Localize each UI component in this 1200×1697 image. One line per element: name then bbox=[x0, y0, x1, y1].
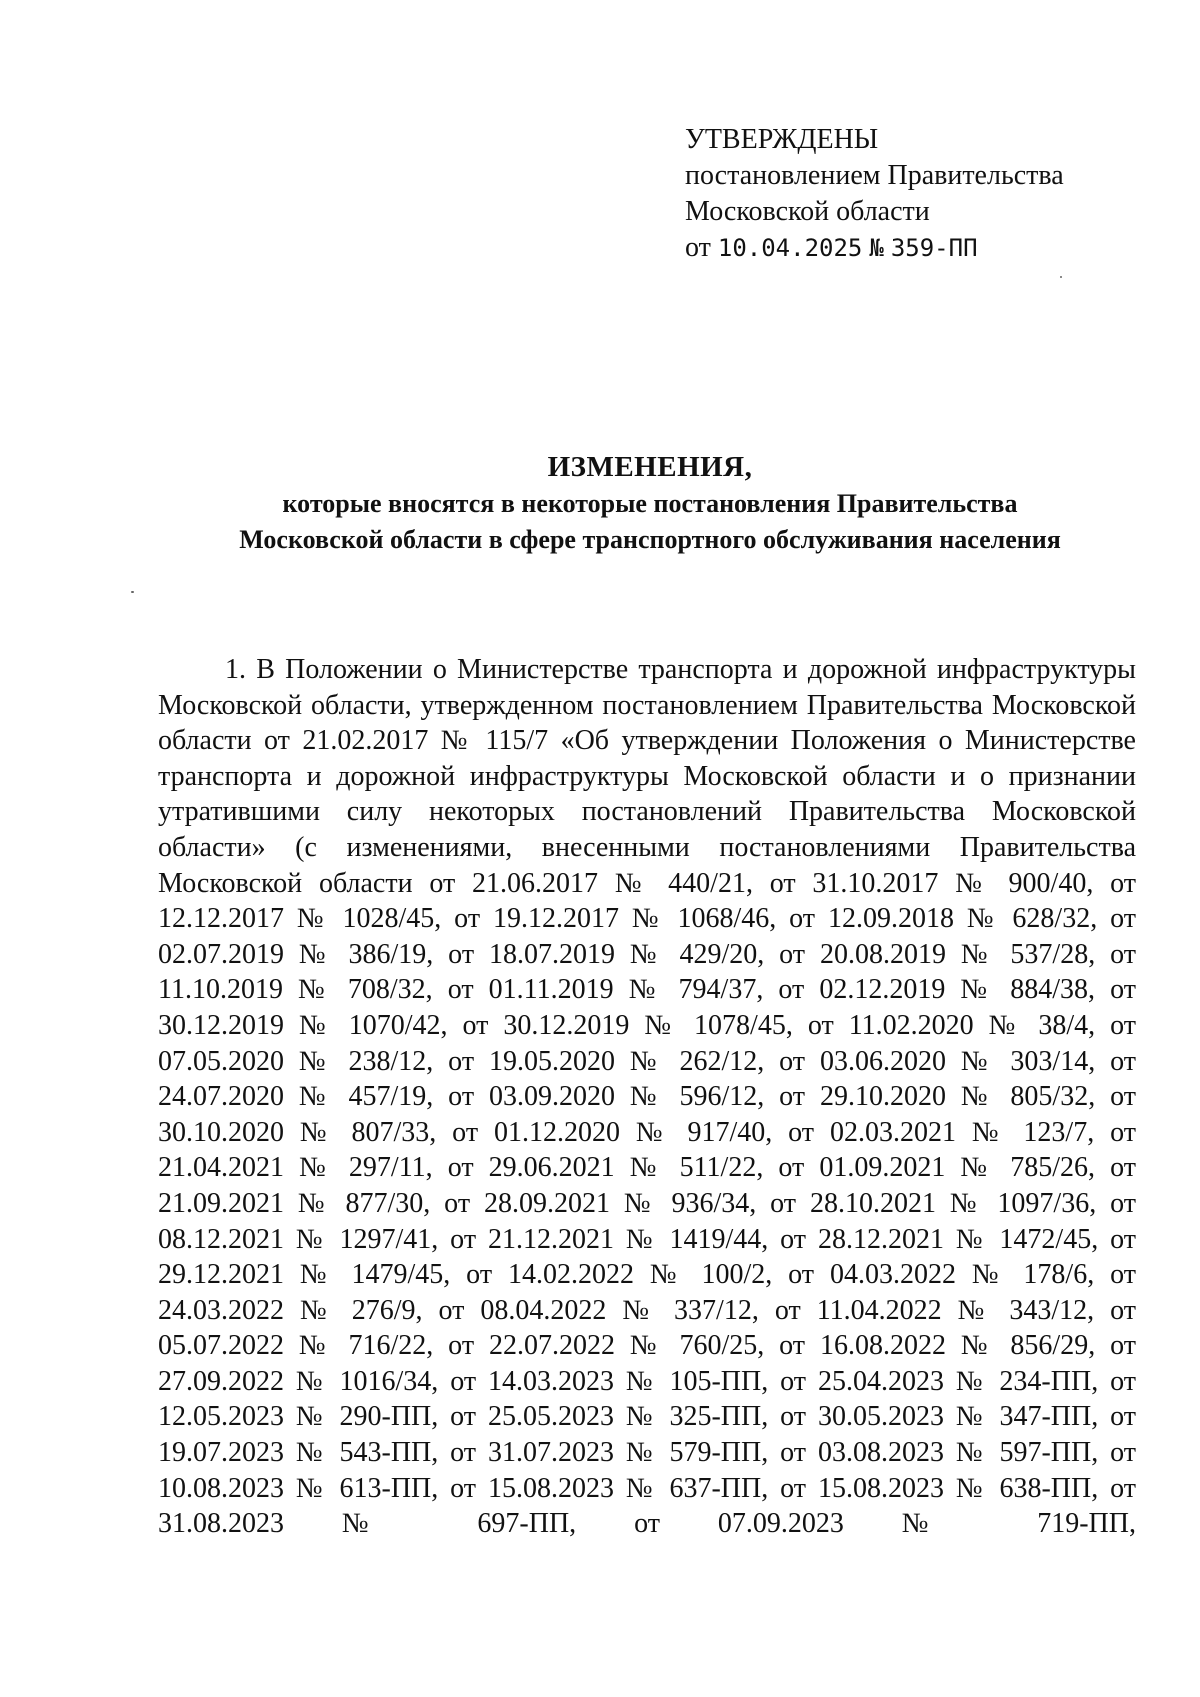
approval-line-region: Московской области bbox=[685, 196, 930, 227]
approval-line-resolution: постановлением Правительства bbox=[685, 160, 1064, 191]
document-subtitle-line-1: которые вносятся в некоторые постановления Правительства bbox=[282, 489, 1018, 518]
scan-speck bbox=[1060, 276, 1062, 278]
document-heading bbox=[150, 448, 1150, 558]
scan-speck bbox=[131, 591, 134, 593]
approval-number-sign: № bbox=[869, 234, 884, 262]
approval-date-prefix: от bbox=[685, 232, 711, 263]
document-body bbox=[158, 652, 1136, 1542]
document-title: ИЗМЕНЕНИЯ, bbox=[547, 451, 753, 483]
document-subtitle-line-2: Московской области в сфере транспортного обслуживания населения bbox=[239, 525, 1061, 554]
approval-block bbox=[685, 122, 1145, 266]
approval-number: 359-ПП bbox=[890, 234, 978, 262]
approval-date: 10.04.2025 bbox=[717, 234, 863, 262]
approval-date-line bbox=[685, 230, 1145, 266]
paragraph-1: 1. В Положении о Министерстве транспорта и дорожной инфраструктуры Московской области, утвержденном постановлением Правительства Московской области от 21.02.2017 № 115/7 «Об утверждении Положения о Министерстве транспорта и дорожной инфраструктуры Московской области и о признании утратившими силу некоторых постановлений Правительства Московской области» (с изменениями, внесенными постановлениями Правительства Московской области от 21.06.2017 № 440/21, от 31.10.2017 № 900/40, от 12.12.2017 № 1028/45, от 19.12.2017 № 1068/46, от 12.09.2018 № 628/32, от 02.07.2019 № 386/19, от 18.07.2019 № 429/20, от 20.08.2019 № 537/28, от 11.10.2019 № 708/32, от 01.11.2019 № 794/37, от 02.12.2019 № 884/38, от 30.12.2019 № 1070/42, от 30.12.2019 № 1078/45, от 11.02.2020 № 38/4, от 07.05.2020 № 238/12, от 19.05.2020 № 262/12, от 03.06.2020 № 303/14, от 24.07.2020 № 457/19, от 03.09.2020 № 596/12, от 29.10.2020 № 805/32, от 30.10.2020 № 807/33, от 01.12.2020 № 917/40, от 02.03.2021 № 123/7, от 21.04.2021 № 297/11, от 29.06.2021 № 511/22, от 01.09.2021 № 785/26, от 21.09.2021 № 877/30, от 28.09.2021 № 936/34, от 28.10.2021 № 1097/36, от 08.12.2021 № 1297/41, от 21.12.2021 № 1419/44, от 28.12.2021 № 1472/45, от 29.12.2021 № 1479/45, от 14.02.2022 № 100/2, от 04.03.2022 № 178/6, от 24.03.2022 № 276/9, от 08.04.2022 № 337/12, от 11.04.2022 № 343/12, от 05.07.2022 № 716/22, от 22.07.2022 № 760/25, от 16.08.2022 № 856/29, от 27.09.2022 № 1016/34, от 14.03.2023 № 105-ПП, от 25.04.2023 № 234-ПП, от 12.05.2023 № 290-ПП, от 25.05.2023 № 325-ПП, от 30.05.2023 № 347-ПП, от 19.07.2023 № 543-ПП, от 31.07.2023 № 579-ПП, от 03.08.2023 № 597-ПП, от 10.08.2023 № 613-ПП, от 15.08.2023 № 637-ПП, от 15.08.2023 № 638-ПП, от 31.08.2023 № 697-ПП, от 07.09.2023 № 719-ПП, bbox=[158, 654, 1136, 1540]
approval-heading: УТВЕРЖДЕНЫ bbox=[685, 124, 879, 155]
